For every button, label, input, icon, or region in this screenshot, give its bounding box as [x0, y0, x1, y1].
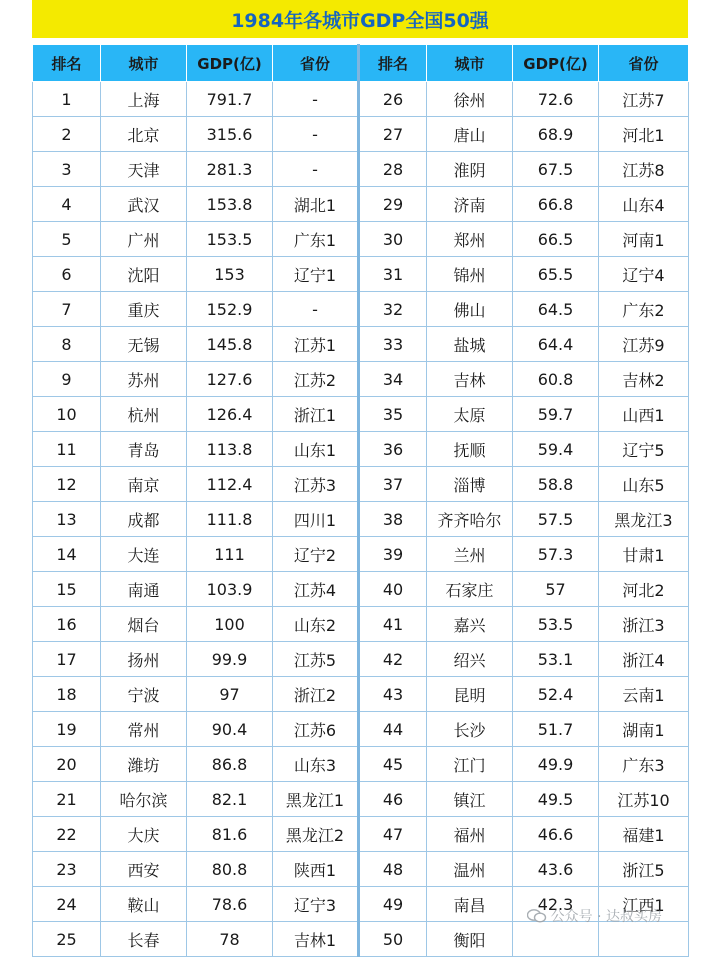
- province-cell: 江苏2: [273, 362, 359, 397]
- gdp-cell: 68.9: [513, 117, 599, 152]
- table-row: [33, 502, 689, 537]
- rank-cell: 28: [359, 152, 427, 187]
- gdp-cell: 113.8: [187, 432, 273, 467]
- rank-cell: 2: [33, 117, 101, 152]
- city-cell: 嘉兴: [427, 607, 513, 642]
- city-cell: 无锡: [101, 327, 187, 362]
- rank-cell: 40: [359, 572, 427, 607]
- rank-cell: 30: [359, 222, 427, 257]
- header-rank: 排名: [33, 45, 101, 82]
- city-cell: 江门: [427, 747, 513, 782]
- table-row: [33, 922, 689, 957]
- province-cell: 浙江5: [599, 852, 689, 887]
- rank-cell: 20: [33, 747, 101, 782]
- gdp-cell: 59.7: [513, 397, 599, 432]
- city-cell: 兰州: [427, 537, 513, 572]
- rank-cell: 24: [33, 887, 101, 922]
- city-cell: 太原: [427, 397, 513, 432]
- city-cell: 鞍山: [101, 887, 187, 922]
- province-cell: 江苏7: [599, 82, 689, 117]
- province-cell: 湖南1: [599, 712, 689, 747]
- table-row: [33, 572, 689, 607]
- gdp-cell: 315.6: [187, 117, 273, 152]
- rank-cell: 31: [359, 257, 427, 292]
- rank-cell: 17: [33, 642, 101, 677]
- rank-cell: 18: [33, 677, 101, 712]
- rank-cell: 46: [359, 782, 427, 817]
- rank-cell: 42: [359, 642, 427, 677]
- table-row: [33, 432, 689, 467]
- rank-cell: 47: [359, 817, 427, 852]
- gdp-cell: 52.4: [513, 677, 599, 712]
- rank-cell: 35: [359, 397, 427, 432]
- gdp-cell: 127.6: [187, 362, 273, 397]
- rank-cell: 7: [33, 292, 101, 327]
- city-cell: 衡阳: [427, 922, 513, 957]
- province-cell: 广东1: [273, 222, 359, 257]
- province-cell: 甘肃1: [599, 537, 689, 572]
- province-cell: 江苏5: [273, 642, 359, 677]
- table-row: [33, 712, 689, 747]
- rank-cell: 15: [33, 572, 101, 607]
- province-cell: 吉林1: [273, 922, 359, 957]
- gdp-cell: 100: [187, 607, 273, 642]
- table-row: [33, 537, 689, 572]
- gdp-cell: 82.1: [187, 782, 273, 817]
- page-title: 1984年各城市GDP全国50强: [231, 9, 489, 32]
- rank-cell: 13: [33, 502, 101, 537]
- gdp-table: [32, 44, 689, 957]
- city-cell: 北京: [101, 117, 187, 152]
- table-row: [33, 677, 689, 712]
- city-cell: 天津: [101, 152, 187, 187]
- gdp-cell: 53.1: [513, 642, 599, 677]
- rank-cell: 29: [359, 187, 427, 222]
- gdp-cell: 78: [187, 922, 273, 957]
- rank-cell: 25: [33, 922, 101, 957]
- city-cell: 扬州: [101, 642, 187, 677]
- province-cell: 江西1: [599, 887, 689, 922]
- header-row: [33, 45, 689, 82]
- gdp-cell: 112.4: [187, 467, 273, 502]
- gdp-cell: 49.9: [513, 747, 599, 782]
- watermark: [527, 906, 662, 926]
- rank-cell: 33: [359, 327, 427, 362]
- city-cell: 淮阴: [427, 152, 513, 187]
- rank-cell: 50: [359, 922, 427, 957]
- province-cell: 辽宁1: [273, 257, 359, 292]
- province-cell: 江苏9: [599, 327, 689, 362]
- province-cell: 河南1: [599, 222, 689, 257]
- province-cell: 黑龙江3: [599, 502, 689, 537]
- gdp-cell: 57.5: [513, 502, 599, 537]
- province-cell: 江苏1: [273, 327, 359, 362]
- gdp-cell: 153.5: [187, 222, 273, 257]
- rank-cell: 10: [33, 397, 101, 432]
- gdp-cell: 64.4: [513, 327, 599, 362]
- city-cell: 石家庄: [427, 572, 513, 607]
- header-rank: 排名: [359, 45, 427, 82]
- rank-cell: 36: [359, 432, 427, 467]
- gdp-cell: 281.3: [187, 152, 273, 187]
- header-province: 省份: [599, 45, 689, 82]
- rank-cell: 12: [33, 467, 101, 502]
- city-cell: 锦州: [427, 257, 513, 292]
- city-cell: 沈阳: [101, 257, 187, 292]
- gdp-cell: 53.5: [513, 607, 599, 642]
- gdp-cell: 46.6: [513, 817, 599, 852]
- header-city: 城市: [101, 45, 187, 82]
- province-cell: 广东2: [599, 292, 689, 327]
- table-row: [33, 362, 689, 397]
- gdp-cell: 103.9: [187, 572, 273, 607]
- gdp-cell: 81.6: [187, 817, 273, 852]
- province-cell: 辽宁2: [273, 537, 359, 572]
- province-cell: -: [273, 117, 359, 152]
- gdp-cell: 97: [187, 677, 273, 712]
- gdp-cell: 57.3: [513, 537, 599, 572]
- province-cell: 陕西1: [273, 852, 359, 887]
- rank-cell: 39: [359, 537, 427, 572]
- rank-cell: 8: [33, 327, 101, 362]
- title-bar: [32, 0, 688, 38]
- province-cell: 山东1: [273, 432, 359, 467]
- header-city: 城市: [427, 45, 513, 82]
- city-cell: 抚顺: [427, 432, 513, 467]
- city-cell: 郑州: [427, 222, 513, 257]
- gdp-cell: 791.7: [187, 82, 273, 117]
- header-gdp: GDP(亿): [187, 45, 273, 82]
- rank-cell: 32: [359, 292, 427, 327]
- province-cell: 江苏6: [273, 712, 359, 747]
- city-cell: 武汉: [101, 187, 187, 222]
- rank-cell: 37: [359, 467, 427, 502]
- rank-cell: 21: [33, 782, 101, 817]
- table-row: [33, 817, 689, 852]
- rank-cell: 41: [359, 607, 427, 642]
- rank-cell: 45: [359, 747, 427, 782]
- city-cell: 青岛: [101, 432, 187, 467]
- gdp-cell: 60.8: [513, 362, 599, 397]
- table-row: [33, 292, 689, 327]
- gdp-cell: 42.3: [513, 887, 599, 922]
- gdp-cell: 80.8: [187, 852, 273, 887]
- city-cell: 盐城: [427, 327, 513, 362]
- gdp-cell: 66.8: [513, 187, 599, 222]
- rank-cell: 38: [359, 502, 427, 537]
- table-row: [33, 222, 689, 257]
- gdp-cell: 78.6: [187, 887, 273, 922]
- rank-cell: 22: [33, 817, 101, 852]
- table-row: [33, 397, 689, 432]
- table-row: [33, 607, 689, 642]
- province-cell: 山东2: [273, 607, 359, 642]
- city-cell: 苏州: [101, 362, 187, 397]
- province-cell: 河北2: [599, 572, 689, 607]
- gdp-cell: 64.5: [513, 292, 599, 327]
- table-row: [33, 467, 689, 502]
- province-cell: 福建1: [599, 817, 689, 852]
- rank-cell: 19: [33, 712, 101, 747]
- city-cell: 哈尔滨: [101, 782, 187, 817]
- rank-cell: 6: [33, 257, 101, 292]
- province-cell: 江苏8: [599, 152, 689, 187]
- gdp-cell: 43.6: [513, 852, 599, 887]
- table-row: [33, 152, 689, 187]
- header-province: 省份: [273, 45, 359, 82]
- province-cell: [599, 922, 689, 957]
- city-cell: 唐山: [427, 117, 513, 152]
- city-cell: 齐齐哈尔: [427, 502, 513, 537]
- rank-cell: 44: [359, 712, 427, 747]
- gdp-cell: 58.8: [513, 467, 599, 502]
- city-cell: 大庆: [101, 817, 187, 852]
- gdp-cell: 72.6: [513, 82, 599, 117]
- city-cell: 西安: [101, 852, 187, 887]
- city-cell: 长春: [101, 922, 187, 957]
- table-row: [33, 187, 689, 222]
- table-row: [33, 327, 689, 362]
- city-cell: 徐州: [427, 82, 513, 117]
- gdp-cell: 59.4: [513, 432, 599, 467]
- gdp-cell: 111: [187, 537, 273, 572]
- city-cell: 绍兴: [427, 642, 513, 677]
- rank-cell: 4: [33, 187, 101, 222]
- province-cell: 山西1: [599, 397, 689, 432]
- city-cell: 广州: [101, 222, 187, 257]
- rank-cell: 5: [33, 222, 101, 257]
- province-cell: 江苏10: [599, 782, 689, 817]
- gdp-cell: 126.4: [187, 397, 273, 432]
- province-cell: 山东4: [599, 187, 689, 222]
- city-cell: 成都: [101, 502, 187, 537]
- city-cell: 淄博: [427, 467, 513, 502]
- rank-cell: 48: [359, 852, 427, 887]
- watermark-text: 公众号 · 达叔买房: [550, 909, 662, 925]
- header-gdp: GDP(亿): [513, 45, 599, 82]
- city-cell: 烟台: [101, 607, 187, 642]
- gdp-cell: 51.7: [513, 712, 599, 747]
- rank-cell: 9: [33, 362, 101, 397]
- table-row: [33, 257, 689, 292]
- province-cell: 四川1: [273, 502, 359, 537]
- province-cell: 湖北1: [273, 187, 359, 222]
- gdp-cell: 86.8: [187, 747, 273, 782]
- city-cell: 昆明: [427, 677, 513, 712]
- province-cell: 浙江1: [273, 397, 359, 432]
- gdp-cell: 153.8: [187, 187, 273, 222]
- province-cell: 河北1: [599, 117, 689, 152]
- table-frame: [32, 0, 688, 960]
- rank-cell: 11: [33, 432, 101, 467]
- gdp-cell: [513, 922, 599, 957]
- province-cell: 广东3: [599, 747, 689, 782]
- table-row: [33, 642, 689, 677]
- city-cell: 长沙: [427, 712, 513, 747]
- city-cell: 宁波: [101, 677, 187, 712]
- province-cell: 吉林2: [599, 362, 689, 397]
- province-cell: 浙江3: [599, 607, 689, 642]
- rank-cell: 16: [33, 607, 101, 642]
- province-cell: 黑龙江2: [273, 817, 359, 852]
- table-row: [33, 782, 689, 817]
- province-cell: -: [273, 152, 359, 187]
- city-cell: 潍坊: [101, 747, 187, 782]
- city-cell: 常州: [101, 712, 187, 747]
- gdp-cell: 67.5: [513, 152, 599, 187]
- city-cell: 吉林: [427, 362, 513, 397]
- rank-cell: 26: [359, 82, 427, 117]
- province-cell: 辽宁3: [273, 887, 359, 922]
- city-cell: 福州: [427, 817, 513, 852]
- gdp-cell: 152.9: [187, 292, 273, 327]
- table-row: [33, 747, 689, 782]
- rank-cell: 27: [359, 117, 427, 152]
- province-cell: 江苏3: [273, 467, 359, 502]
- gdp-cell: 111.8: [187, 502, 273, 537]
- city-cell: 温州: [427, 852, 513, 887]
- gdp-cell: 99.9: [187, 642, 273, 677]
- gdp-cell: 49.5: [513, 782, 599, 817]
- city-cell: 上海: [101, 82, 187, 117]
- rank-cell: 1: [33, 82, 101, 117]
- rank-cell: 14: [33, 537, 101, 572]
- rank-cell: 3: [33, 152, 101, 187]
- province-cell: 辽宁4: [599, 257, 689, 292]
- province-cell: 山东5: [599, 467, 689, 502]
- gdp-cell: 145.8: [187, 327, 273, 362]
- province-cell: -: [273, 292, 359, 327]
- city-cell: 南昌: [427, 887, 513, 922]
- city-cell: 南京: [101, 467, 187, 502]
- rank-cell: 23: [33, 852, 101, 887]
- gdp-cell: 57: [513, 572, 599, 607]
- rank-cell: 43: [359, 677, 427, 712]
- wechat-icon: [527, 909, 547, 923]
- gdp-cell: 65.5: [513, 257, 599, 292]
- city-cell: 南通: [101, 572, 187, 607]
- city-cell: 杭州: [101, 397, 187, 432]
- city-cell: 大连: [101, 537, 187, 572]
- city-cell: 重庆: [101, 292, 187, 327]
- province-cell: 黑龙江1: [273, 782, 359, 817]
- province-cell: 浙江4: [599, 642, 689, 677]
- gdp-cell: 66.5: [513, 222, 599, 257]
- table-row: [33, 852, 689, 887]
- city-cell: 佛山: [427, 292, 513, 327]
- table-row: [33, 82, 689, 117]
- province-cell: -: [273, 82, 359, 117]
- province-cell: 江苏4: [273, 572, 359, 607]
- city-cell: 镇江: [427, 782, 513, 817]
- gdp-cell: 90.4: [187, 712, 273, 747]
- table-row: [33, 117, 689, 152]
- province-cell: 浙江2: [273, 677, 359, 712]
- province-cell: 山东3: [273, 747, 359, 782]
- rank-cell: 34: [359, 362, 427, 397]
- province-cell: 辽宁5: [599, 432, 689, 467]
- city-cell: 济南: [427, 187, 513, 222]
- gdp-cell: 153: [187, 257, 273, 292]
- rank-cell: 49: [359, 887, 427, 922]
- province-cell: 云南1: [599, 677, 689, 712]
